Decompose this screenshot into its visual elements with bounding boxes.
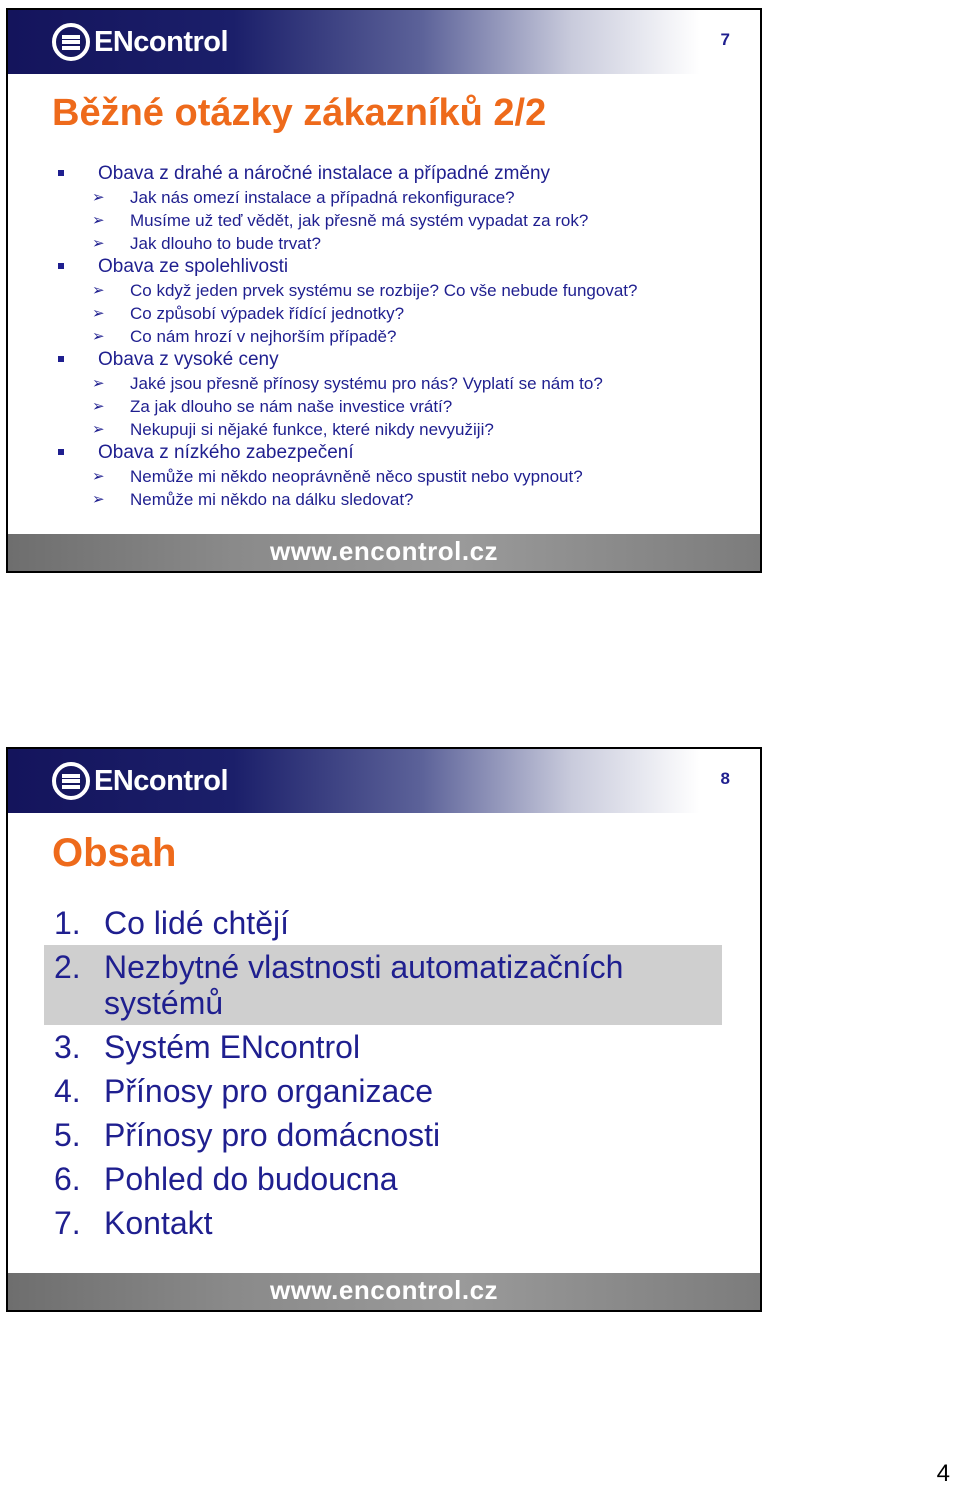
sub-bullet-item	[52, 279, 740, 302]
sub-bullet-item	[52, 465, 740, 488]
arrow-bullet-icon: ➢	[92, 304, 105, 322]
toc-text: Přínosy pro domácnosti	[104, 1117, 441, 1153]
sub-bullet-item	[52, 302, 740, 325]
sub-bullet-item	[52, 372, 740, 395]
sub-bullet-text: Jaké jsou přesně přínosy systému pro nás? Vyplatí se nám to?	[130, 373, 603, 393]
sub-bullet-text: Za jak dlouho se nám naše investice vrátí?	[130, 396, 453, 416]
toc-item	[44, 945, 722, 1025]
sub-bullet-item	[52, 209, 740, 232]
toc-text: Pohled do budoucna	[104, 1161, 398, 1197]
bullet-item: Obava z nízkého zabezpečení	[52, 441, 740, 465]
sub-bullet-item	[52, 418, 740, 441]
bullet-item: Obava z drahé a náročné instalace a případné změny	[52, 162, 740, 186]
toc-number: 3.	[54, 1029, 81, 1065]
sub-bullet-text: Co způsobí výpadek řídící jednotky?	[130, 303, 405, 323]
sub-bullet-text: Nemůže mi někdo na dálku sledovat?	[130, 490, 414, 510]
footer-url: www.encontrol.cz	[269, 1275, 499, 1305]
toc-text: Nezbytné vlastnosti automatizačních systémů	[104, 949, 624, 1021]
toc-number: 7.	[54, 1205, 81, 1241]
arrow-bullet-icon: ➢	[92, 421, 105, 439]
sub-bullet-item	[52, 488, 740, 511]
arrow-bullet-icon: ➢	[92, 467, 105, 485]
slide-8	[6, 747, 762, 1312]
sub-bullet-item	[52, 395, 740, 418]
arrow-bullet-icon: ➢	[92, 491, 105, 509]
toc-item	[44, 1069, 722, 1113]
encontrol-logo	[52, 20, 228, 64]
logo-text: ENcontrol	[94, 764, 229, 797]
table-of-contents	[44, 901, 722, 1245]
sub-bullet-item	[52, 186, 740, 209]
sub-bullet-text: Nekupuji si nějaké funkce, které nikdy nevyužiji?	[130, 420, 494, 440]
bullet-list	[52, 162, 740, 511]
toc-number: 4.	[54, 1073, 81, 1109]
bullet-item: Obava z vysoké ceny	[52, 348, 740, 372]
slide-title: Obsah	[52, 831, 177, 875]
toc-number: 1.	[54, 905, 81, 941]
sub-bullet-text: Musíme už teď vědět, jak přesně má systém vypadat za rok?	[130, 210, 589, 230]
bullet-item: Obava ze spolehlivosti	[52, 255, 740, 279]
toc-item	[44, 1201, 722, 1245]
arrow-bullet-icon: ➢	[92, 397, 105, 415]
encontrol-logo-icon	[52, 23, 90, 61]
slide-footer	[8, 534, 760, 571]
toc-item	[44, 1113, 722, 1157]
sub-bullet-item	[52, 232, 740, 255]
arrow-bullet-icon: ➢	[92, 188, 105, 206]
toc-number: 5.	[54, 1117, 81, 1153]
sub-bullet-text: Jak nás omezí instalace a případná rekonfigurace?	[130, 187, 515, 207]
toc-item	[44, 901, 722, 945]
encontrol-logo	[52, 759, 228, 803]
toc-item	[44, 1025, 722, 1069]
toc-number: 6.	[54, 1161, 81, 1197]
toc-text: Přínosy pro organizace	[104, 1073, 434, 1109]
slide-header	[8, 749, 760, 813]
footer-url: www.encontrol.cz	[269, 536, 499, 566]
sub-bullet-item	[52, 325, 740, 348]
arrow-bullet-icon: ➢	[92, 234, 105, 252]
arrow-bullet-icon: ➢	[92, 374, 105, 392]
arrow-bullet-icon: ➢	[92, 211, 105, 229]
slide-header	[8, 10, 760, 74]
toc-number: 2.	[54, 949, 81, 985]
toc-item	[44, 1157, 722, 1201]
sub-bullet-text: Co nám hrozí v nejhorším případě?	[130, 327, 397, 347]
slide-7	[6, 8, 762, 573]
page-number: 4	[936, 1460, 950, 1487]
sub-bullet-text: Jak dlouho to bude trvat?	[130, 233, 321, 253]
slide-number: 7	[720, 30, 730, 49]
arrow-bullet-icon: ➢	[92, 281, 105, 299]
sub-bullet-text: Nemůže mi někdo neoprávněně něco spustit nebo vypnout?	[130, 466, 583, 486]
toc-text: Kontakt	[104, 1205, 213, 1241]
slide-footer	[8, 1273, 760, 1310]
slide-number: 8	[720, 769, 730, 788]
toc-text: Co lidé chtějí	[104, 905, 289, 941]
slide-title: Běžné otázky zákazníků 2/2	[52, 92, 547, 134]
sub-bullet-text: Co když jeden prvek systému se rozbije? Co vše nebude fungovat?	[130, 280, 638, 300]
toc-text: Systém ENcontrol	[104, 1029, 361, 1065]
arrow-bullet-icon: ➢	[92, 328, 105, 346]
logo-text: ENcontrol	[94, 25, 229, 58]
encontrol-logo-icon	[52, 762, 90, 800]
